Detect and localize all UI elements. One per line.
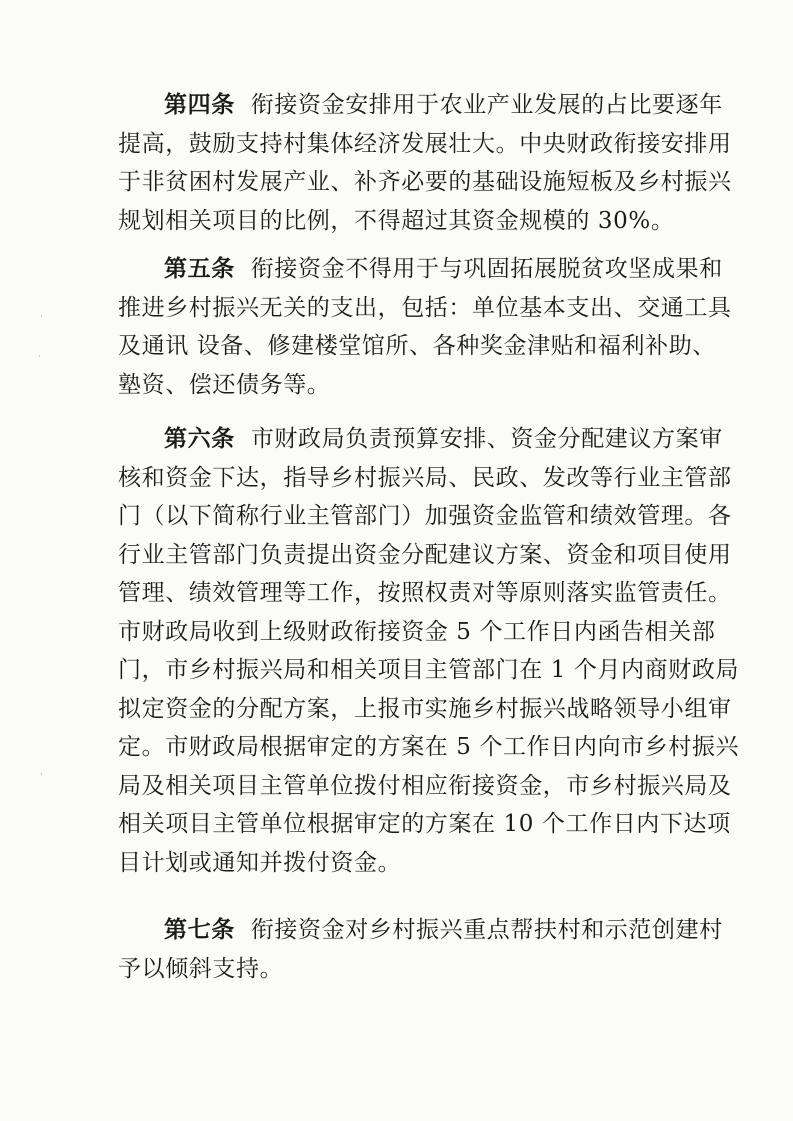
article-5 — [118, 250, 732, 404]
article-heading: 第六条 — [164, 425, 235, 452]
article-line — [118, 911, 723, 950]
article-line: 定。市财政局根据审定的方案在 5 个工作日内向市乡村振兴 — [118, 734, 740, 760]
article-line — [118, 420, 723, 459]
article-6 — [118, 420, 740, 882]
article-line: 予以倾斜支持。 — [118, 955, 284, 982]
article-4 — [118, 86, 732, 240]
article-line: 推进乡村振兴无关的支出，包括：单位基本支出、交通工具 — [118, 294, 732, 321]
article-line — [118, 250, 723, 289]
article-line: 管理、绩效管理等工作，按照权责对等原则落实监管责任。 — [118, 580, 732, 606]
article-line: 及通讯 设备、修建楼堂馆所、各种奖金津贴和福利补助、 — [118, 333, 716, 359]
article-heading: 第七条 — [164, 916, 235, 943]
article-text: 衔接资金不得用于与巩固拓展脱贫攻坚成果和 — [250, 256, 723, 282]
article-line: 规划相关项目的比例，不得超过其资金规模的 30%。 — [118, 207, 675, 234]
article-line: 行业主管部门负责提出资金分配建议方案、资金和项目使用 — [118, 541, 732, 568]
article-line: 局及相关项目主管单位拨付相应衔接资金，市乡村振兴局及 — [118, 772, 732, 799]
article-line: 塾资、偿还债务等。 — [118, 371, 331, 398]
article-line: 市财政局收到上级财政衔接资金 5 个工作日内函告相关部 — [118, 618, 716, 645]
scan-speck: · — [38, 352, 41, 362]
article-line: 门，市乡村振兴局和相关项目主管部门在 1 个月内商财政局 — [118, 657, 740, 683]
article-line: 提高，鼓励支持村集体经济发展壮大。中央财政衔接安排用 — [118, 130, 732, 157]
article-line: 目计划或通知并拨付资金。 — [118, 849, 402, 876]
article-line: 门（以下简称行业主管部门）加强资金监管和绩效管理。各 — [118, 503, 732, 529]
article-line: 相关项目主管单位根据审定的方案在 10 个工作日内下达项 — [118, 811, 731, 837]
scan-speck: · — [40, 312, 43, 322]
article-7 — [118, 911, 723, 988]
scan-speck: · — [40, 770, 43, 780]
article-text: 市财政局负责预算安排、资金分配建议方案审 — [250, 426, 723, 452]
article-heading: 第四条 — [164, 91, 235, 118]
article-line: 拟定资金的分配方案，上报市实施乡村振兴战略领导小组审 — [118, 695, 732, 722]
article-line — [118, 86, 723, 125]
article-text: 衔接资金对乡村振兴重点帮扶村和示范创建村 — [250, 917, 723, 943]
article-text: 衔接资金安排用于农业产业发展的占比要逐年 — [250, 92, 723, 118]
article-heading: 第五条 — [164, 255, 235, 282]
article-line: 核和资金下达，指导乡村振兴局、民政、发改等行业主管部 — [118, 464, 732, 491]
article-line: 于非贫困村发展产业、补齐必要的基础设施短板及乡村振兴 — [118, 169, 732, 195]
